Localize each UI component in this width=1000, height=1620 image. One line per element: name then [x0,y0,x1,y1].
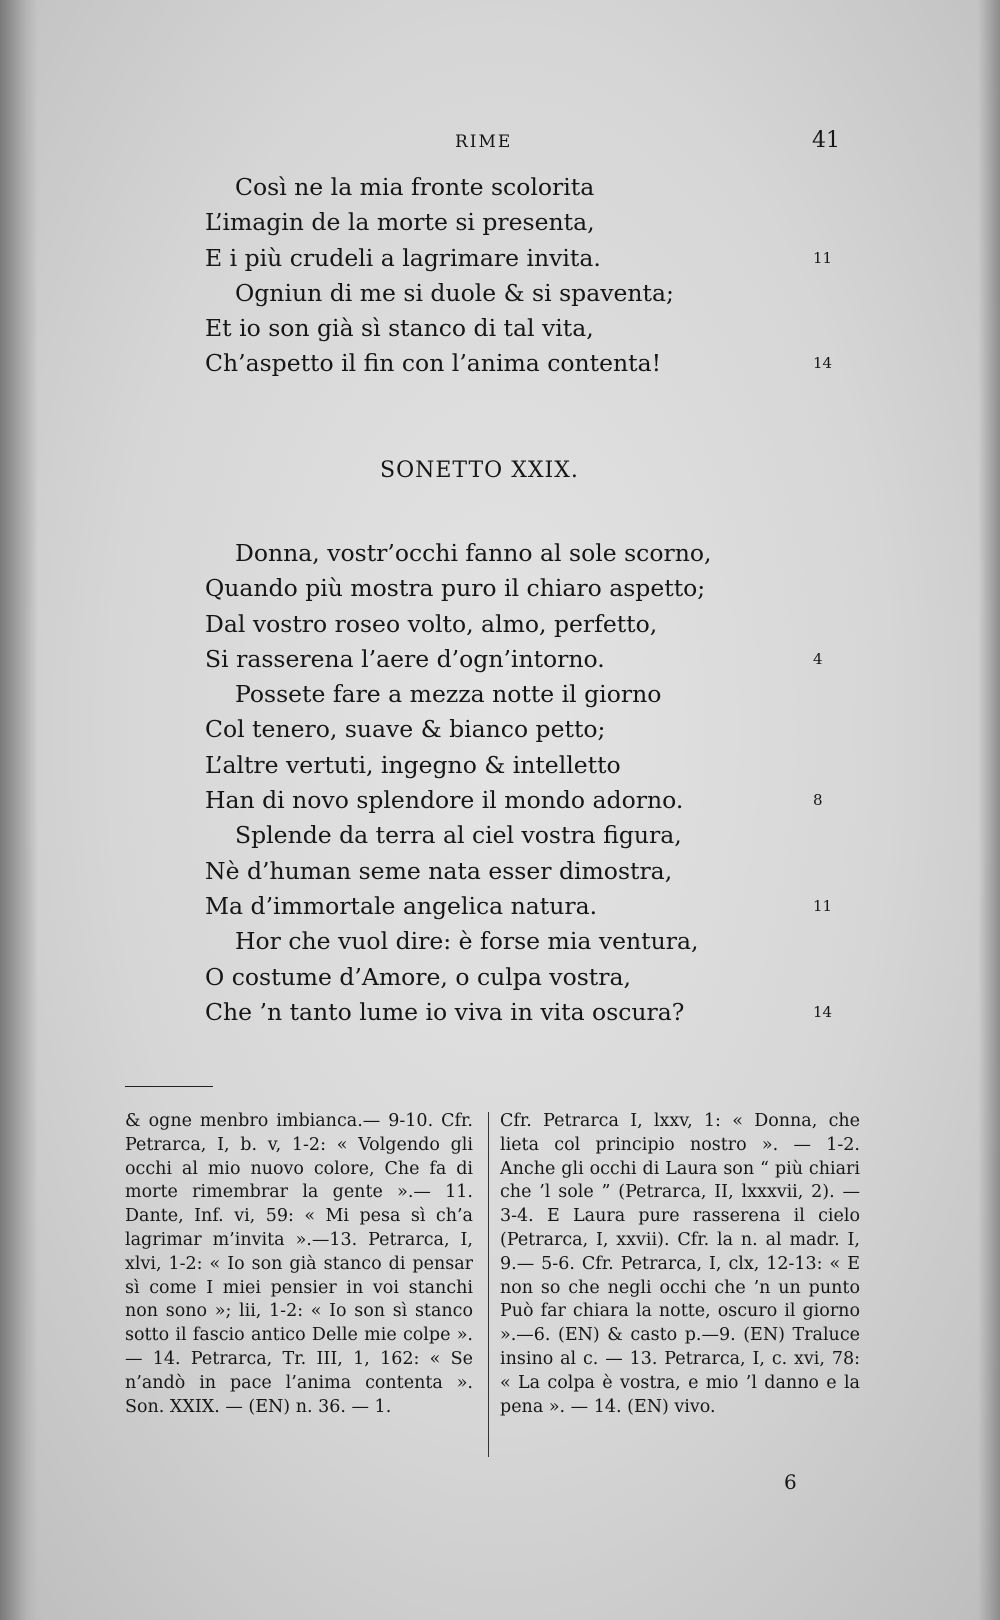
verse-line-number: 8 [813,791,823,810]
verse-line [205,995,845,1030]
verse-text: E i più crudeli a lagrimare invita. [205,243,601,272]
verse-line-number: 11 [813,248,833,267]
verse-line-number: 14 [813,1002,833,1021]
verse-line [205,818,845,853]
verse-text: Ogniun di me si duole & si spaventa; [235,278,674,307]
verse-line [205,607,845,642]
notes-left-column: & ogne menbro imbianca.— 9-10. Cfr. Petrarca, I, b. v, 1-2: « Volgendo gli occhi al mio nuovo colore, Che fa di morte rimembrar la gente ».— 11. Dante, Inf. vi, 59: « Mi pesa sì ch’a lagrimar m’invita ».—13. Petrarca, I, xlvi, 1-2: « Io son già stanco di pensar sì come I miei pensier in voi stanchi non sono »; lii, 1-2: « Io son sì stanco sotto il fascio antico Delle mie colpe ». — 14. Petrarca, Tr. III, 1, 162: « Se n’andò in pace l’anima contenta ». Son. XXIX. — (EN) n. 36. — 1. [125,1111,473,1417]
verse-text: L’altre vertuti, ingegno & intelletto [205,750,621,779]
verse-text: Hor che vuol dire: è forse mia ventura, [235,927,699,956]
verse-text: Ch’aspetto il fin con l’anima contenta! [205,349,662,378]
signature-mark: 6 [784,1470,797,1494]
verse-line [205,960,845,995]
verse-line [205,276,845,311]
verse-text: Quando più mostra puro il chiaro aspetto; [205,574,706,603]
verse-text: L’imagin de la morte si presenta, [205,208,595,237]
page-number: 41 [812,128,840,153]
notes-column-divider [488,1112,489,1457]
verse-text: Col tenero, suave & bianco petto; [205,715,606,744]
verse-text: Han di novo splendore il mondo adorno. [205,786,684,815]
verse-text: O costume d’Amore, o culpa vostra, [205,962,631,991]
page-edge-shadow-right [978,0,1000,1620]
verse-line [205,536,845,571]
verse-line [205,889,845,924]
footnotes [125,1110,860,1460]
verse-text: Così ne la mia fronte scolorita [235,173,595,201]
page-edge-shadow [0,0,38,1620]
verse-text: Che ’n tanto lume io viva in vita oscura? [205,997,685,1026]
verse-line [205,205,845,240]
verse-text: Nè d’human seme nata esser dimostra, [205,856,673,885]
verse-line [205,854,845,889]
verse-line [205,642,845,677]
notes-separator-rule [125,1086,213,1087]
verse-line [205,571,845,606]
verse-text: Si rasserena l’aere d’ogn’intorno. [205,644,605,673]
previous-sonnet-ending [205,170,845,382]
verse-line [205,311,845,346]
verse-text: Possete fare a mezza notte il giorno [235,680,662,709]
page-header [200,128,840,162]
verse-text: Ma d’immortale angelica natura. [205,891,598,920]
verse-line-number: 14 [813,354,833,373]
verse-line [205,748,845,783]
sonnet-title: SONETTO XXIX. [380,458,579,483]
verse-line [205,712,845,747]
running-title: RIME [455,132,513,152]
verse-text: Splende da terra al ciel vostra figura, [235,821,682,850]
verse-text: Dal vostro roseo volto, almo, perfetto, [205,609,658,638]
verse-line [205,783,845,818]
verse-text: Donna, vostr’occhi fanno al sole scorno, [235,539,712,567]
verse-line [205,677,845,712]
verse-line-number: 4 [813,649,823,668]
verse-line-number: 11 [813,896,833,915]
verse-text: Et io son già sì stanco di tal vita, [205,314,594,343]
verse-line [205,924,845,959]
sonnet-xxix-text [205,536,845,1030]
verse-line [205,346,845,381]
notes-right-column: Cfr. Petrarca I, lxxv, 1: « Donna, che lieta col principio nostro ». — 1-2. Anche gli occhi di Laura son “ più chiari che ’l sole ” (Petrarca, II, lxxxvii, 2). — 3-4. E Laura pure rasserena il cielo (Petrarca, I, xxvii). Cfr. la n. al madr. I, 9.— 5-6. Cfr. Petrarca, I, clx, 12-13: « E non so che negli occhi che ’n un punto Può far chiara la notte, oscuro il giorno ».—6. (EN) & casto p.—9. (EN) Traluce insino al c. — 13. Petrarca, I, c. xvi, 78: « La colpa è vostra, e mio ’l danno e la pena ». — 14. (EN) vivo. [500,1111,860,1417]
verse-line [205,170,845,205]
verse-line [205,241,845,276]
